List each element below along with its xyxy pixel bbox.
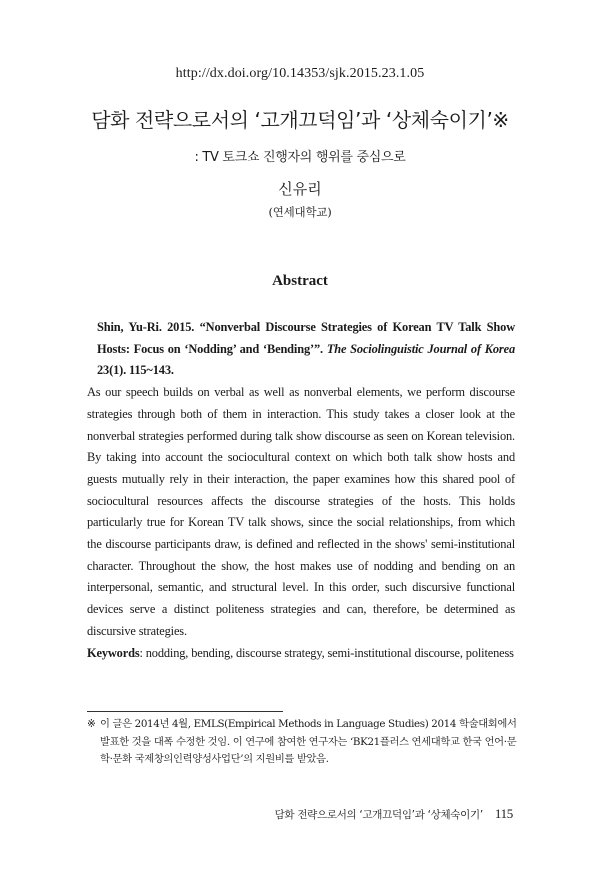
- author-affiliation: (연세대학교): [268, 205, 332, 219]
- author-name: 신유리: [278, 180, 322, 198]
- footnote-text: 이 글은 2014년 4월, EMLS(Empirical Methods in Language Studies) 2014 학술대회에서 발표한 것을 대폭 수정한 것임. 이 연구에 참여한 연구자는 ‘BK21플러스 연세대학교 한국 언어·문학·문화 국제창의인력양성사업단’의 지원비를 받았음.: [100, 718, 517, 765]
- footnote: [87, 716, 519, 769]
- citation-authors: Shin, Yu-Ri. 2015. “Nonverbal Discourse Strategies of Korean TV Talk Show Hosts: Focus on ‘Nodding’ and ‘Bending’”.: [97, 320, 515, 356]
- keywords-list: : nodding, bending, discourse strategy, semi-institutional discourse, politeness: [139, 645, 514, 660]
- paper-title: 담화 전략으로서의 ‘고개끄덕임’과 ‘상체숙이기’※: [91, 108, 509, 132]
- paper-subtitle: : TV 토크쇼 진행자의 행위를 중심으로: [194, 150, 406, 165]
- footnote-divider: [87, 711, 283, 712]
- running-footer-title: 담화 전략으로서의 ‘고개끄덕임’과 ‘상체숙이기’: [274, 809, 483, 821]
- running-footer: [275, 806, 513, 822]
- page-number: 115: [494, 806, 513, 821]
- abstract-section: [87, 317, 515, 664]
- citation-issue: 23(1). 115~143.: [97, 363, 174, 378]
- footnote-mark: ※: [87, 718, 96, 730]
- keywords-label: Keywords: [87, 645, 140, 660]
- abstract-heading: Abstract: [272, 273, 328, 289]
- citation-journal: The Sociolinguistic Journal of Korea: [326, 341, 515, 356]
- keywords-line: [87, 643, 515, 665]
- doi-link[interactable]: http://dx.doi.org/10.14353/sjk.2015.23.1.05: [175, 66, 425, 81]
- citation: [87, 317, 515, 382]
- abstract-text: As our speech builds on verbal as well as nonverbal elements, we perform discourse strategies through both of them in interaction. This study takes a closer look at the nonverbal strategies performed during talk show discourse as seen on Korean television. By taking into account the sociocultural context on which both talk show hosts and guests mutually rely in their interaction, the paper examines how this shared pool of sociocultural resources affects the discourse strategies of the hosts. This holds particularly true for Korean TV talk shows, since the social relationships, from which the discourse participants draw, is defined and reflected in the shows' semi-institutional character. Throughout the show, the host makes use of nodding and bending on an interpersonal, semantic, and structural level. In this order, such discursive functional devices serve a distinct politeness strategies and can, therefore, be determined as discursive strategies.: [87, 385, 515, 638]
